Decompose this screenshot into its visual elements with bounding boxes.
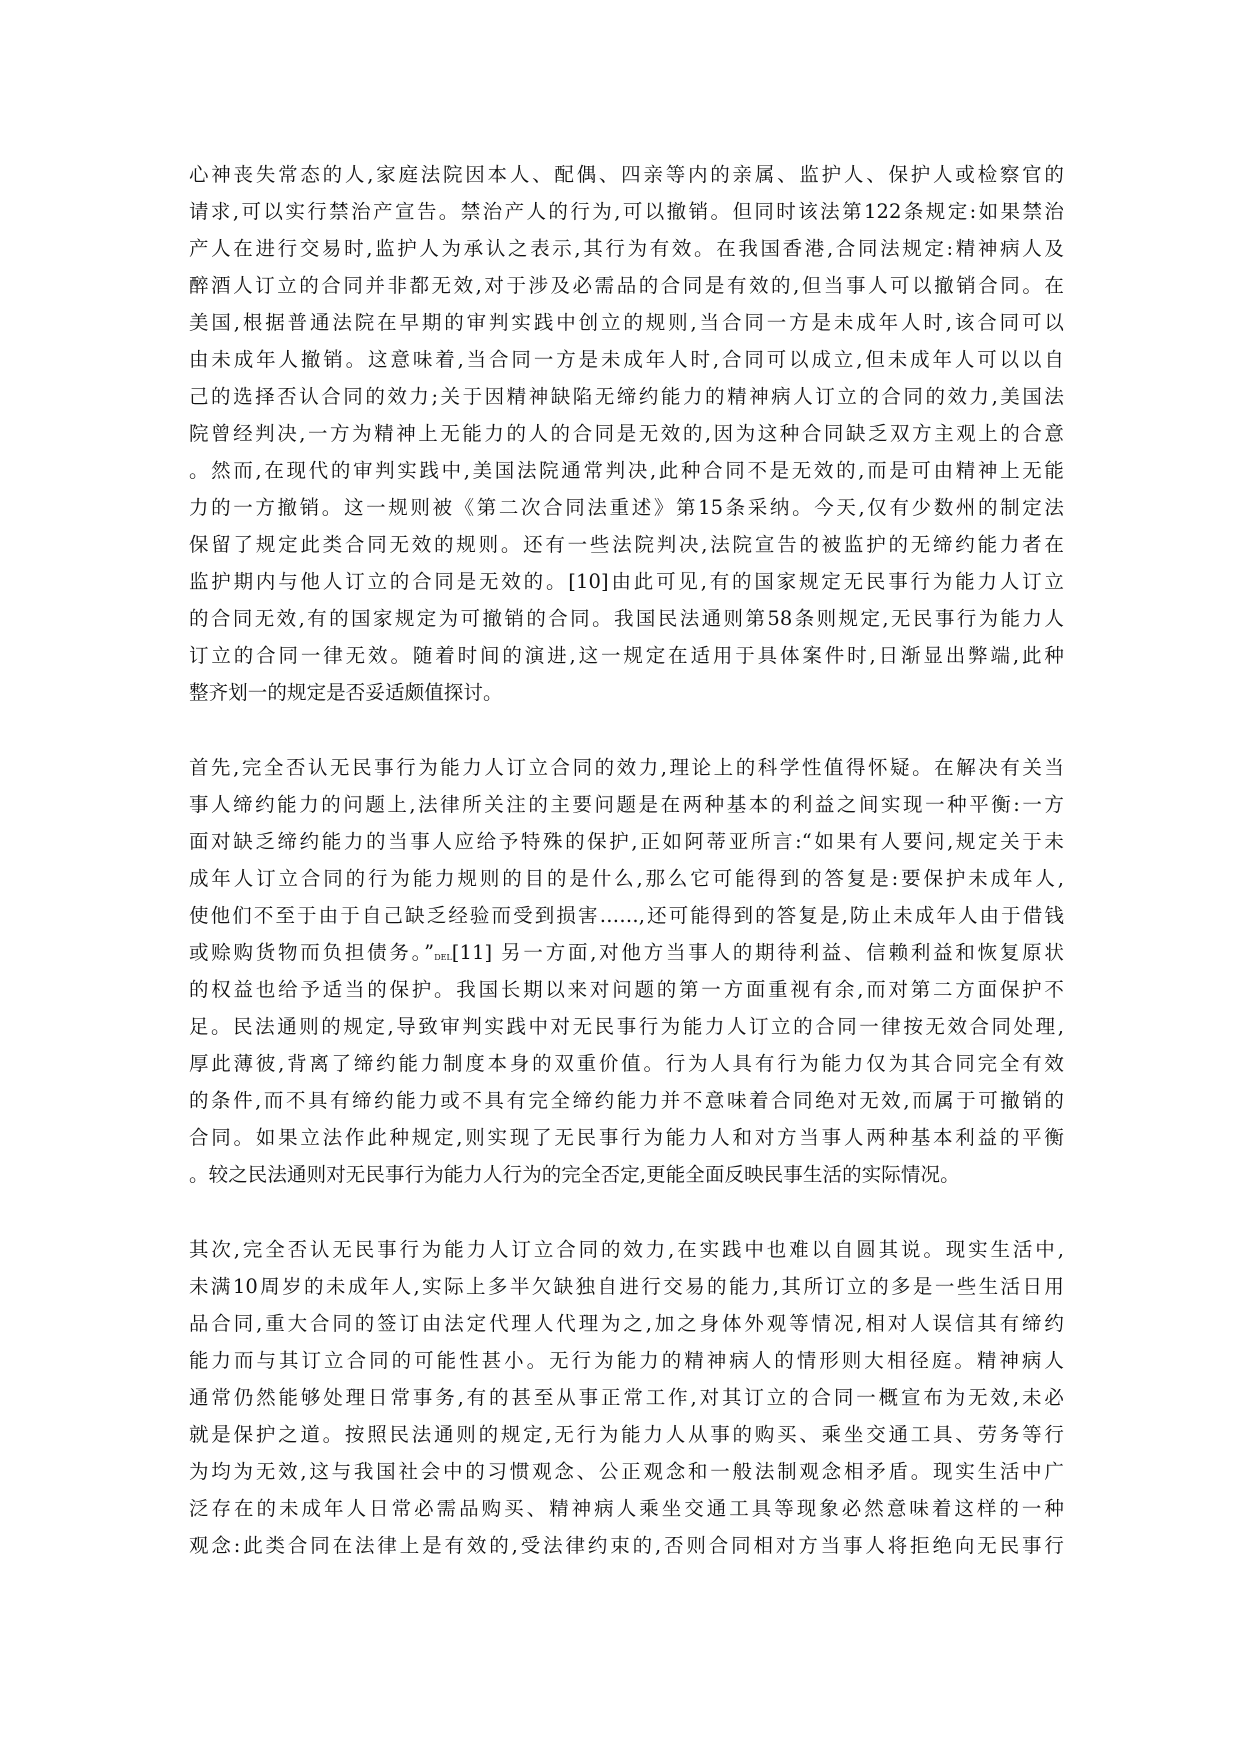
text-line: 成年人订立合同的行为能力规则的目的是什么,那么它可能得到的答复是:要保护未成年人,	[189, 867, 1064, 890]
text-line: 。然而,在现代的审判实践中,美国法院通常判决,此种合同不是无效的,而是可由精神上无能	[189, 459, 1064, 482]
del-mark: DEL	[434, 953, 452, 962]
text-segment: 或赊购货物而负担债务。”	[189, 941, 435, 964]
text-line: 足。民法通则的规定,导致审判实践中对无民事行为能力人订立的合同一律按无效合同处理,	[189, 1015, 1064, 1038]
text-segment: [11] 另一方面,对他方当事人的期待利益、信赖利益和恢复原状	[451, 941, 1065, 964]
text-line: 院曾经判决,一方为精神上无能力的人的合同是无效的,因为这种合同缺乏双方主观上的合意	[189, 422, 1064, 445]
text-line: 己的选择否认合同的效力;关于因精神缺陷无缔约能力的精神病人订立的合同的效力,美国法	[189, 385, 1064, 408]
text-line: 。较之民法通则对无民事行为能力人行为的完全否定,更能全面反映民事生活的实际情况。	[189, 1163, 960, 1186]
document-body	[189, 156, 1064, 1564]
text-line: 其次,完全否认无民事行为能力人订立合同的效力,在实践中也难以自圆其说。现实生活中,	[189, 1238, 1064, 1261]
text-line: 保留了规定此类合同无效的规则。还有一些法院判决,法院宣告的被监护的无缔约能力者在	[189, 533, 1064, 556]
text-line: 泛存在的未成年人日常必需品购买、精神病人乘坐交通工具等现象必然意味着这样的一种	[189, 1497, 1064, 1520]
text-line: 能力而与其订立合同的可能性甚小。无行为能力的精神病人的情形则大相径庭。精神病人	[189, 1349, 1064, 1372]
text-line: 未满10周岁的未成年人,实际上多半欠缺独自进行交易的能力,其所订立的多是一些生活日用	[189, 1275, 1064, 1298]
text-line: 产人在进行交易时,监护人为承认之表示,其行为有效。在我国香港,合同法规定:精神病人及	[189, 237, 1064, 260]
paragraph-2	[189, 749, 1064, 1193]
text-line: 力的一方撤销。这一规则被《第二次合同法重述》第15条采纳。今天,仅有少数州的制定法	[189, 496, 1064, 519]
text-line: 面对缺乏缔约能力的当事人应给予特殊的保护,正如阿蒂亚所言:“如果有人要问,规定关于未	[189, 830, 1064, 853]
text-line: 的权益也给予适当的保护。我国长期以来对问题的第一方面重视有余,而对第二方面保护不	[189, 978, 1064, 1001]
text-line: 事人缔约能力的问题上,法律所关注的主要问题是在两种基本的利益之间实现一种平衡:一方	[189, 793, 1064, 816]
text-line: 的条件,而不具有缔约能力或不具有完全缔约能力并不意味着合同绝对无效,而属于可撤销的	[189, 1089, 1064, 1112]
text-line: 整齐划一的规定是否妥适颇值探讨。	[189, 681, 503, 704]
text-line: 观念:此类合同在法律上是有效的,受法律约束的,否则合同相对方当事人将拒绝向无民事行	[189, 1534, 1064, 1557]
text-line: 品合同,重大合同的签订由法定代理人代理为之,加之身体外观等情况,相对人误信其有缔约	[189, 1312, 1064, 1335]
text-line: 合同。如果立法作此种规定,则实现了无民事行为能力人和对方当事人两种基本利益的平衡	[189, 1126, 1064, 1149]
paragraph-3	[189, 1231, 1064, 1564]
text-line: 请求,可以实行禁治产宣告。禁治产人的行为,可以撤销。但同时该法第122条规定:如果禁治	[189, 200, 1064, 223]
text-line: 使他们不至于由于自己缺乏经验而受到损害……,还可能得到的答复是,防止未成年人由于借钱	[189, 904, 1064, 927]
text-line: 为均为无效,这与我国社会中的习惯观念、公正观念和一般法制观念相矛盾。现实生活中广	[189, 1460, 1064, 1483]
text-line: 心神丧失常态的人,家庭法院因本人、配偶、四亲等内的亲属、监护人、保护人或检察官的	[189, 163, 1064, 186]
paragraph-1	[189, 156, 1064, 711]
text-line-with-citation	[189, 934, 1064, 971]
text-line: 的合同无效,有的国家规定为可撤销的合同。我国民法通则第58条则规定,无民事行为能力人	[189, 607, 1064, 630]
text-line: 监护期内与他人订立的合同是无效的。[10]由此可见,有的国家规定无民事行为能力人订立	[189, 570, 1064, 593]
text-line: 通常仍然能够处理日常事务,有的甚至从事正常工作,对其订立的合同一概宣布为无效,未必	[189, 1386, 1064, 1409]
text-line: 美国,根据普通法院在早期的审判实践中创立的规则,当合同一方是未成年人时,该合同可以	[189, 311, 1064, 334]
text-line: 由未成年人撤销。这意味着,当合同一方是未成年人时,合同可以成立,但未成年人可以以自	[189, 348, 1064, 371]
text-line: 就是保护之道。按照民法通则的规定,无行为能力人从事的购买、乘坐交通工具、劳务等行	[189, 1423, 1064, 1446]
text-line: 订立的合同一律无效。随着时间的演进,这一规定在适用于具体案件时,日渐显出弊端,此种	[189, 644, 1064, 667]
text-line: 首先,完全否认无民事行为能力人订立合同的效力,理论上的科学性值得怀疑。在解决有关当	[189, 756, 1064, 779]
text-line: 厚此薄彼,背离了缔约能力制度本身的双重价值。行为人具有行为能力仅为其合同完全有效	[189, 1052, 1064, 1075]
text-line: 醉酒人订立的合同并非都无效,对于涉及必需品的合同是有效的,但当事人可以撤销合同。在	[189, 274, 1064, 297]
